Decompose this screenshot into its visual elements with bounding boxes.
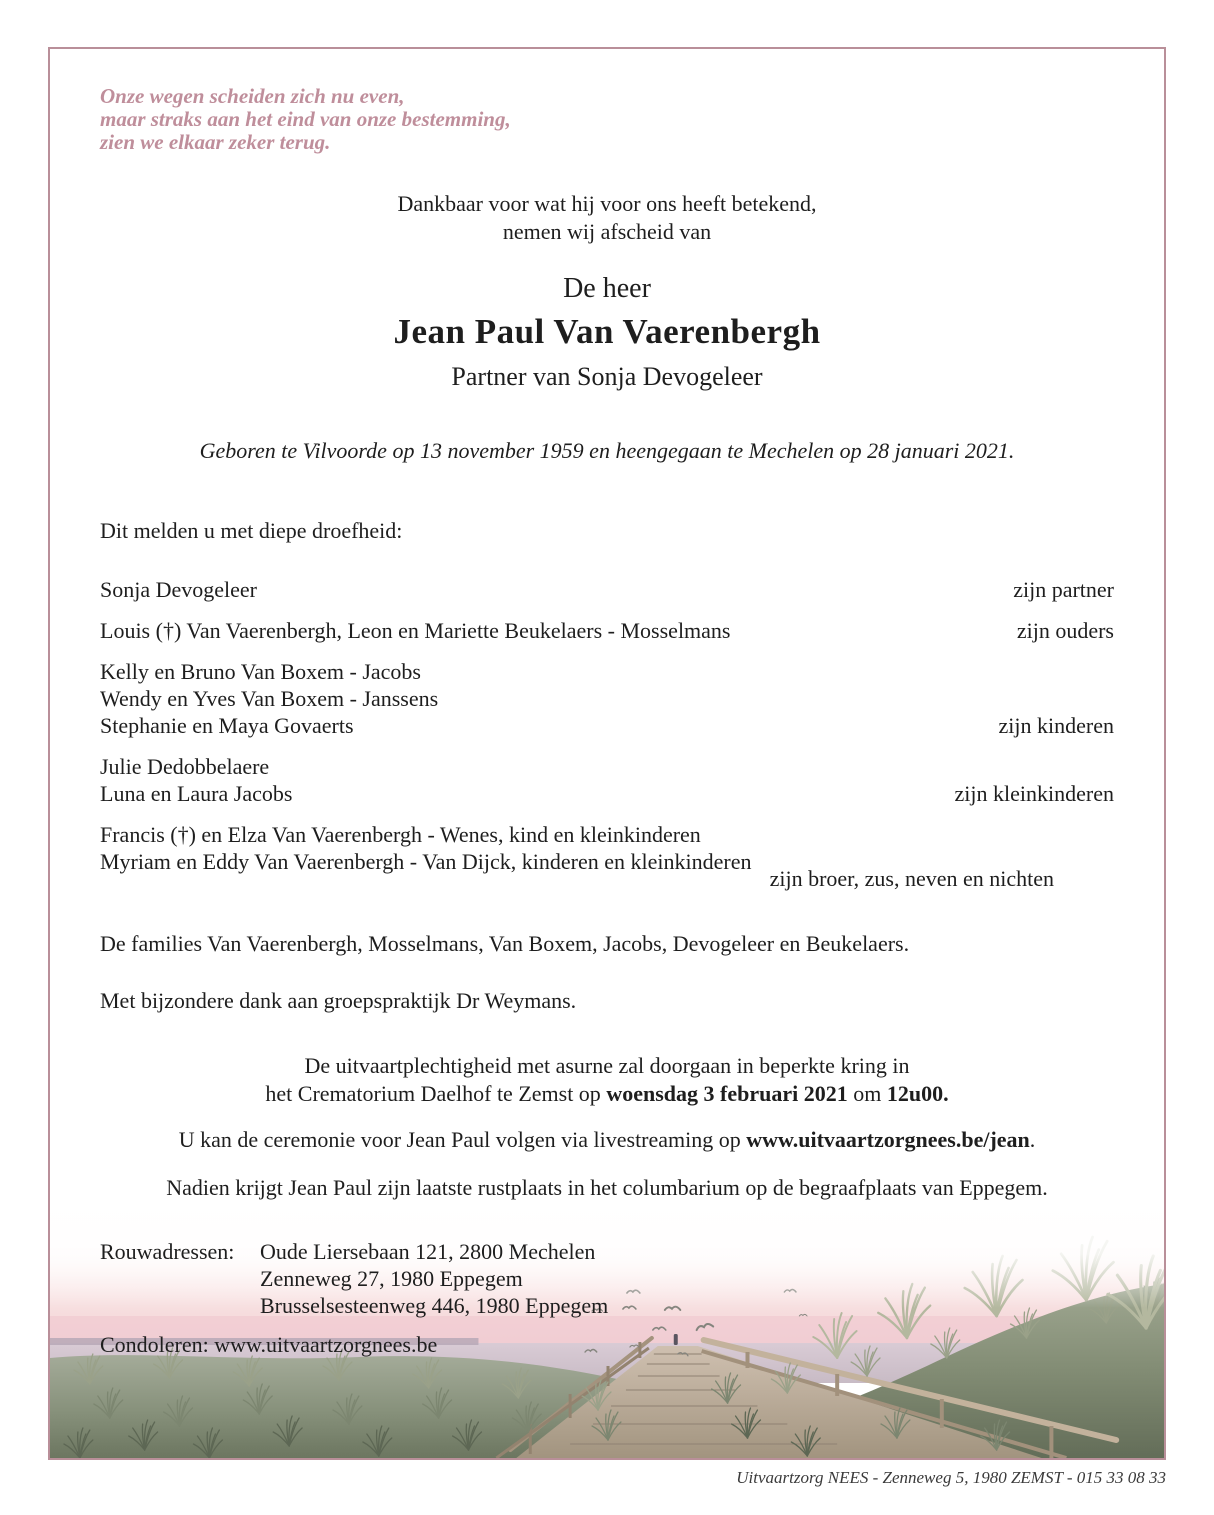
relation-role: zijn ouders [1016, 618, 1114, 643]
resting-place-line: Nadien krijgt Jean Paul zijn laatste rustplaats in het columbarium op de begraafplaats van Eppegem. [166, 1175, 1048, 1200]
ceremony-time: 12u00. [886, 1081, 949, 1106]
relation-names: Wendy en Yves Van Boxem - Janssens [100, 686, 439, 711]
relation-names: Francis (†) en Elza Van Vaerenbergh - Wenes, kind en kleinkinderen [100, 822, 701, 847]
announcement-line: Dit melden u met diepe droefheid: [100, 518, 403, 543]
partner-line: Partner van Sonja Devogeleer [451, 362, 763, 391]
ceremony-date: woensdag 3 februari 2021 [606, 1081, 848, 1106]
relation-names: Stephanie en Maya Govaerts [100, 713, 354, 738]
mourning-addresses-label: Rouwadressen: [100, 1239, 235, 1264]
intro-line: nemen wij afscheid van [502, 219, 712, 244]
relation-group-partner [100, 576, 1114, 603]
relation-group-parents [100, 617, 1114, 644]
intro-text [100, 190, 1114, 246]
opening-quote [100, 85, 1114, 154]
relation-names: Julie Dedobbelaere [100, 754, 270, 779]
memorial-card [48, 47, 1166, 1460]
ceremony-line: De uitvaartplechtigheid met asurne zal doorgaan in beperkte kring in [304, 1053, 910, 1078]
deceased-name: Jean Paul Van Vaerenbergh [393, 312, 821, 351]
relation-names: Myriam en Eddy Van Vaerenbergh - Van Dijck, kinderen en kleinkinderen [100, 849, 752, 874]
quote-line: zien we elkaar zeker terug. [100, 130, 331, 154]
relation-group-siblings [100, 821, 1114, 892]
intro-line: Dankbaar voor wat hij voor ons heeft betekend, [397, 191, 817, 216]
relation-role: zijn partner [1013, 577, 1114, 602]
life-dates: Geboren te Vilvoorde op 13 november 1959 en heengegaan te Mechelen op 28 januari 2021. [199, 438, 1015, 463]
livestream-url: www.uitvaartzorgnees.be/jean [746, 1127, 1030, 1152]
condolences-line [100, 1331, 1114, 1358]
thanks-line: Met bijzondere dank aan groepspraktijk Dr Weymans. [100, 988, 577, 1013]
quote-line: maar straks aan het eind van onze bestemming, [100, 107, 511, 131]
condolences-url: www.uitvaartzorgnees.be [214, 1332, 438, 1357]
condolences-label: Condoleren: [100, 1332, 209, 1357]
mourning-address: Zenneweg 27, 1980 Eppegem [260, 1266, 523, 1291]
livestream-line: U kan de ceremonie voor Jean Paul volgen via livestreaming op www.uitvaartzorgnees.be/jean. [178, 1127, 1036, 1152]
relation-role: zijn broer, zus, neven en nichten [769, 866, 1054, 891]
salutation: De heer [563, 273, 651, 304]
families-line: De families Van Vaerenbergh, Mosselmans, Van Boxem, Jacobs, Devogeleer en Beukelaers. [100, 931, 910, 956]
mourning-address: Oude Liersebaan 121, 2800 Mechelen [260, 1239, 596, 1264]
funeral-home-footer: Uitvaartzorg NEES - Zenneweg 5, 1980 ZEMST - 015 33 08 33 [736, 1468, 1166, 1487]
card-content [50, 85, 1164, 1358]
relation-names: Luna en Laura Jacobs [100, 781, 293, 806]
relation-names: Louis (†) Van Vaerenbergh, Leon en Mariette Beukelaers - Mosselmans [100, 618, 731, 643]
relation-names: Sonja Devogeleer [100, 577, 257, 602]
relation-group-children [100, 658, 1114, 739]
ceremony-details [100, 1052, 1114, 1108]
quote-line: Onze wegen scheiden zich nu even, [100, 84, 405, 108]
relations-list [100, 576, 1114, 892]
relation-role: zijn kleinkinderen [954, 781, 1114, 806]
ceremony-line: het Crematorium Daelhof te Zemst op woensdag 3 februari 2021 om 12u00. [265, 1081, 949, 1106]
relation-names: Kelly en Bruno Van Boxem - Jacobs [100, 659, 421, 684]
relation-role: zijn kinderen [998, 713, 1114, 738]
mourning-addresses [100, 1238, 1114, 1319]
relation-group-grandchildren [100, 753, 1114, 807]
mourning-address: Brusselsesteenweg 446, 1980 Eppegem [260, 1293, 609, 1318]
